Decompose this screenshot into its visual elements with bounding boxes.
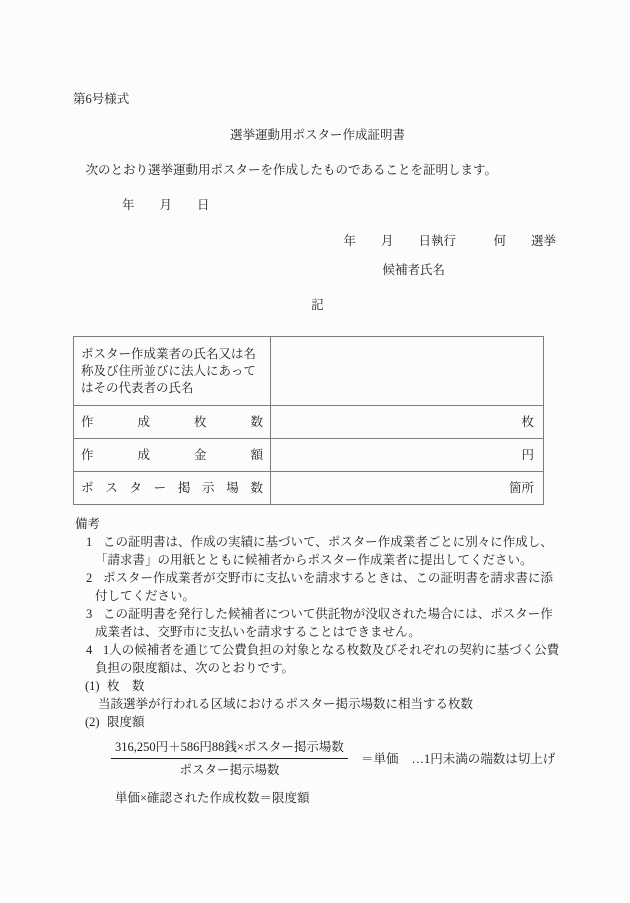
sub-note-number: (2) [85,715,100,729]
board-count-unit: 箇所 [508,481,534,495]
amount-unit: 円 [521,448,534,462]
sub-note-number: (1) [85,679,100,693]
table-row [74,439,544,472]
amount-label-cell: 作成金額 [74,439,271,472]
amount-value-cell [271,439,544,472]
maker-name-value-cell [271,337,544,406]
table-row [74,472,544,505]
note-number: 2 [86,571,93,585]
sub-note-item-1 [73,677,562,695]
form-number: 第6号様式 [73,92,130,106]
note-text: 1人の候補者を通じて公費負担の対象となる枚数及びそれぞれの契約に基づく公費負担の限度額は、次のとおりです。 [95,643,560,675]
table-row [74,337,544,406]
note-number: 1 [86,535,93,549]
page-title: 選挙運動用ポスター作成証明書 [229,128,405,142]
note-text: この証明書を発行した候補者について供託物が没収された場合には、ポスター作成業者は、交野市に支払いを請求することはできません。 [95,607,553,639]
notes-heading: 備考 [75,517,101,531]
maker-name-label-cell: ポスター作成業者の氏名又は名称及び住所並びに法人にあってはその代表者の氏名 [74,337,271,406]
board-count-label-cell: ポスター掲示場数 [74,472,271,505]
formula-fraction [111,738,348,779]
note-text: ポスター作成業者が交野市に支払いを請求するときは、この証明書を請求書に添付してください。 [95,571,554,603]
election-execution-line: 年 月 日執行 何 選挙 [343,234,556,248]
limit-amount-formula: 単価×確認された作成枚数＝限度額 [115,791,310,805]
sub-note-label: 限度額 [107,715,145,729]
fraction-numerator: 316,250円＋586円88銭×ポスター掲示場数 [111,738,348,759]
note-number: 4 [86,643,93,657]
sheet-count-unit: 枚 [521,415,534,429]
notes-section [73,515,562,807]
sheet-count-label-cell: 作成枚数 [74,406,271,439]
record-heading: 記 [311,298,324,312]
candidate-name-label: 候補者氏名 [382,263,445,277]
sub-note-text: 当該選挙が行われる区域におけるポスター掲示場数に相当する枚数 [98,697,474,711]
sub-note-item-2 [73,713,562,731]
board-count-value-cell [271,472,544,505]
sheet-count-value-cell [271,406,544,439]
issue-date-line: 年 月 日 [122,198,210,212]
table-row [74,406,544,439]
fraction-denominator: ポスター掲示場数 [179,763,280,777]
note-text: この証明書は、作成の実績に基づいて、ポスター作成業者ごとに別々に作成し、「請求書」の用紙とともに候補者からポスター作成業者に提出してください。 [95,535,553,567]
intro-text: 次のとおり選挙運動用ポスターを作成したものであることを証明します。 [85,163,498,177]
note-item-1 [73,533,562,569]
note-number: 3 [86,607,93,621]
note-item-3 [73,605,562,641]
note-item-2 [73,569,562,605]
formula-equals-unit-price: ＝単価 [360,751,399,766]
sub-note-label: 枚 数 [107,679,145,693]
formula-rounding-remark: …1円未満の端数は切上げ [411,751,556,766]
note-item-4 [73,641,562,677]
certificate-table [73,336,544,505]
unit-price-formula [73,738,562,779]
